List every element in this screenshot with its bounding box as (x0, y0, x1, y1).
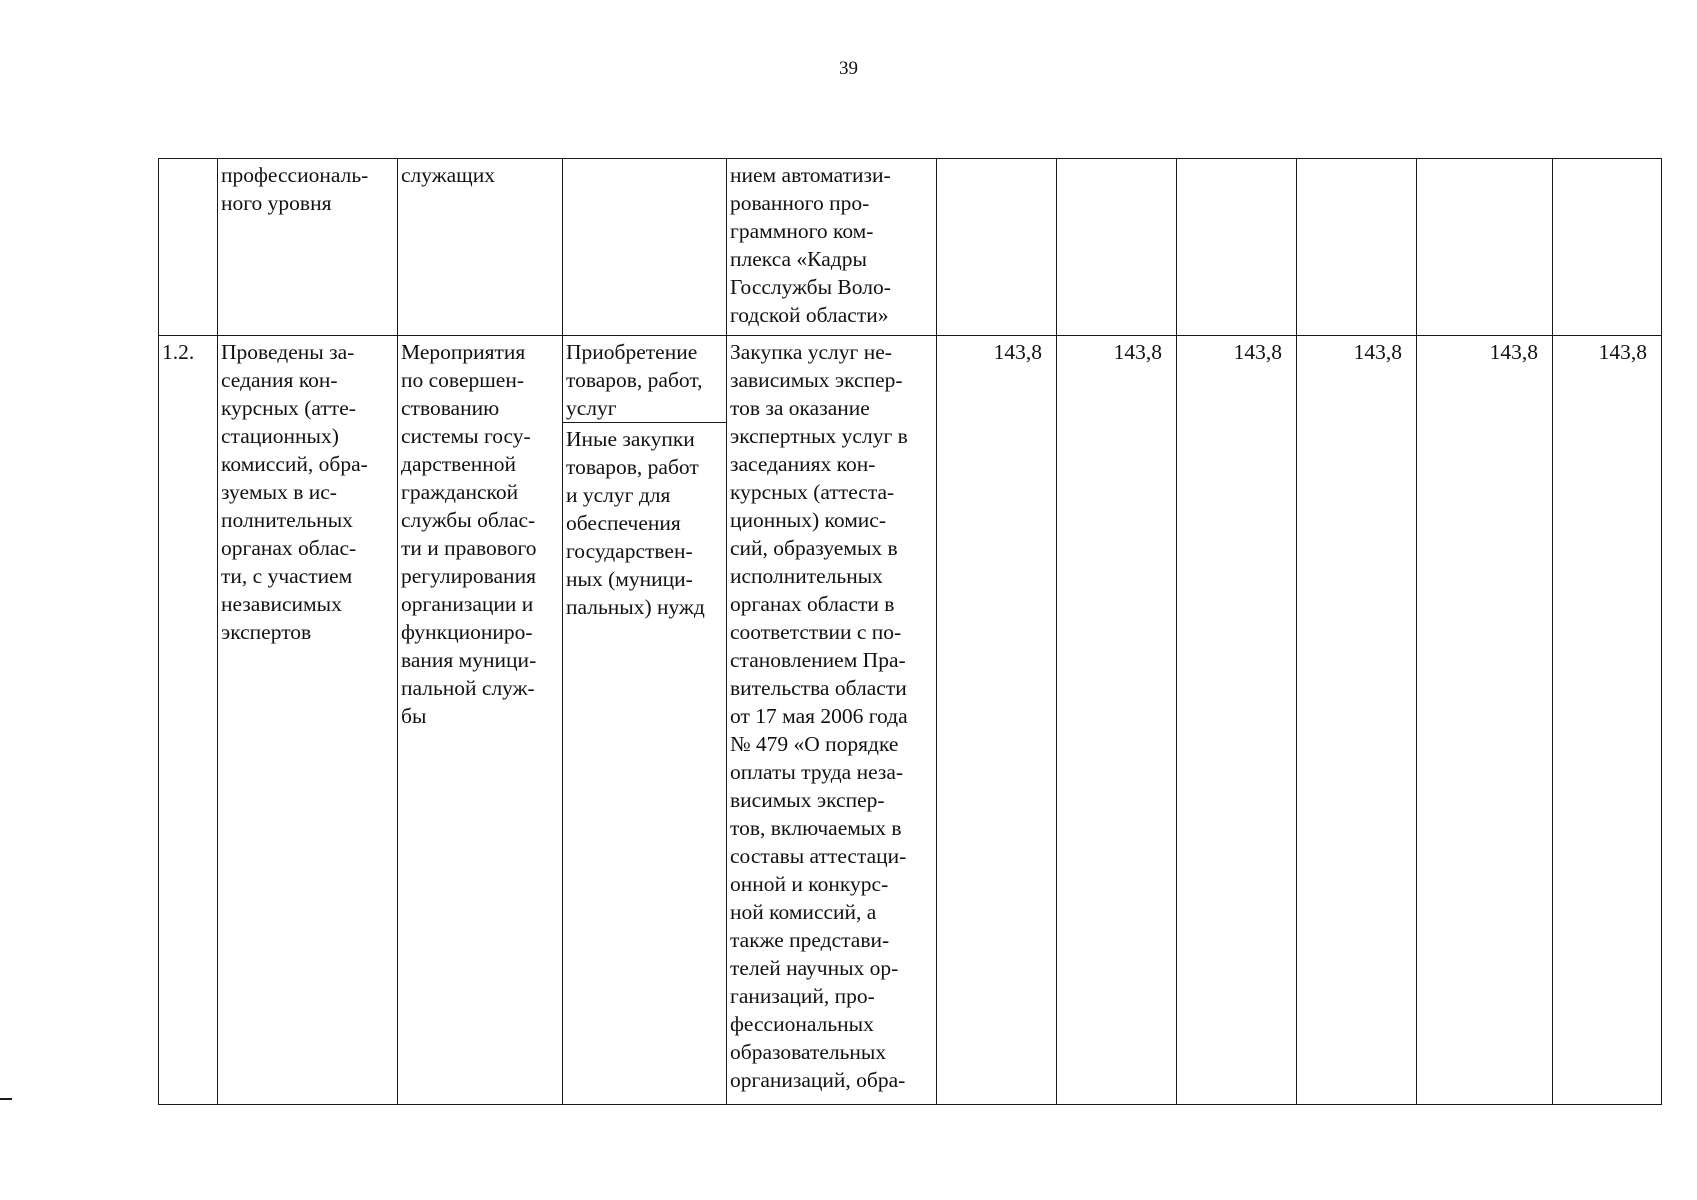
cell-value (1417, 159, 1553, 336)
cell-direction (563, 159, 727, 336)
cell-value (937, 159, 1057, 336)
cell-description: нием автоматизи- рованного про- граммного ком- плекса «Кадры Госслужбы Воло- годской области» (727, 159, 937, 336)
cell-value: 143,8 (1417, 336, 1553, 1105)
table-row-continuation (159, 159, 1662, 336)
cell-value (1297, 159, 1417, 336)
cell-result: Проведены за- седания кон- курсных (атте- стационных) комиссий, обра- зуемых в ис- полнительных органах облас- ти, с участием независимых экспертов (218, 336, 398, 1105)
cell-event: Мероприятия по совершен- ствованию системы госу- дарственной гражданской службы облас- ти и правового регулирования организации и функциониро- вания муници- пальной служ- бы (398, 336, 563, 1105)
direction-bottom: Иные закупки товаров, работ и услуг для обеспечения государствен- ных (муници- пальных) нужд (563, 422, 726, 621)
cell-direction (563, 336, 727, 1105)
cell-value (1057, 159, 1177, 336)
table-row-1-2 (159, 336, 1662, 1105)
cell-value (1177, 159, 1297, 336)
page-number: 39 (839, 58, 858, 79)
direction-top: Приобретение товаров, работ, услуг (566, 340, 703, 420)
cell-value (1553, 159, 1662, 336)
cell-value: 143,8 (1177, 336, 1297, 1105)
cell-value: 143,8 (937, 336, 1057, 1105)
budget-table (158, 158, 1662, 1105)
cell-number (159, 159, 218, 336)
cell-result: профессиональ- ного уровня (218, 159, 398, 336)
cell-event: служащих (398, 159, 563, 336)
cell-value: 143,8 (1297, 336, 1417, 1105)
cell-value: 143,8 (1553, 336, 1662, 1105)
cell-number: 1.2. (159, 336, 218, 1105)
margin-mark (0, 1098, 12, 1100)
cell-description: Закупка услуг не- зависимых экспер- тов за оказание экспертных услуг в заседаниях кон- курсных (аттеста- ционных) комис- сий, образуемых в исполнительных органах области в соответствии с по- становлением Пра- вительства области от 17 мая 2006 года № 479 «О порядке оплаты труда неза- висимых экспер- тов, включаемых в составы аттестаци- онной и конкурс- ной комиссий, а также представи- телей научных ор- ганизаций, про- фессиональных образовательных организаций, обра- (727, 336, 937, 1105)
cell-value: 143,8 (1057, 336, 1177, 1105)
